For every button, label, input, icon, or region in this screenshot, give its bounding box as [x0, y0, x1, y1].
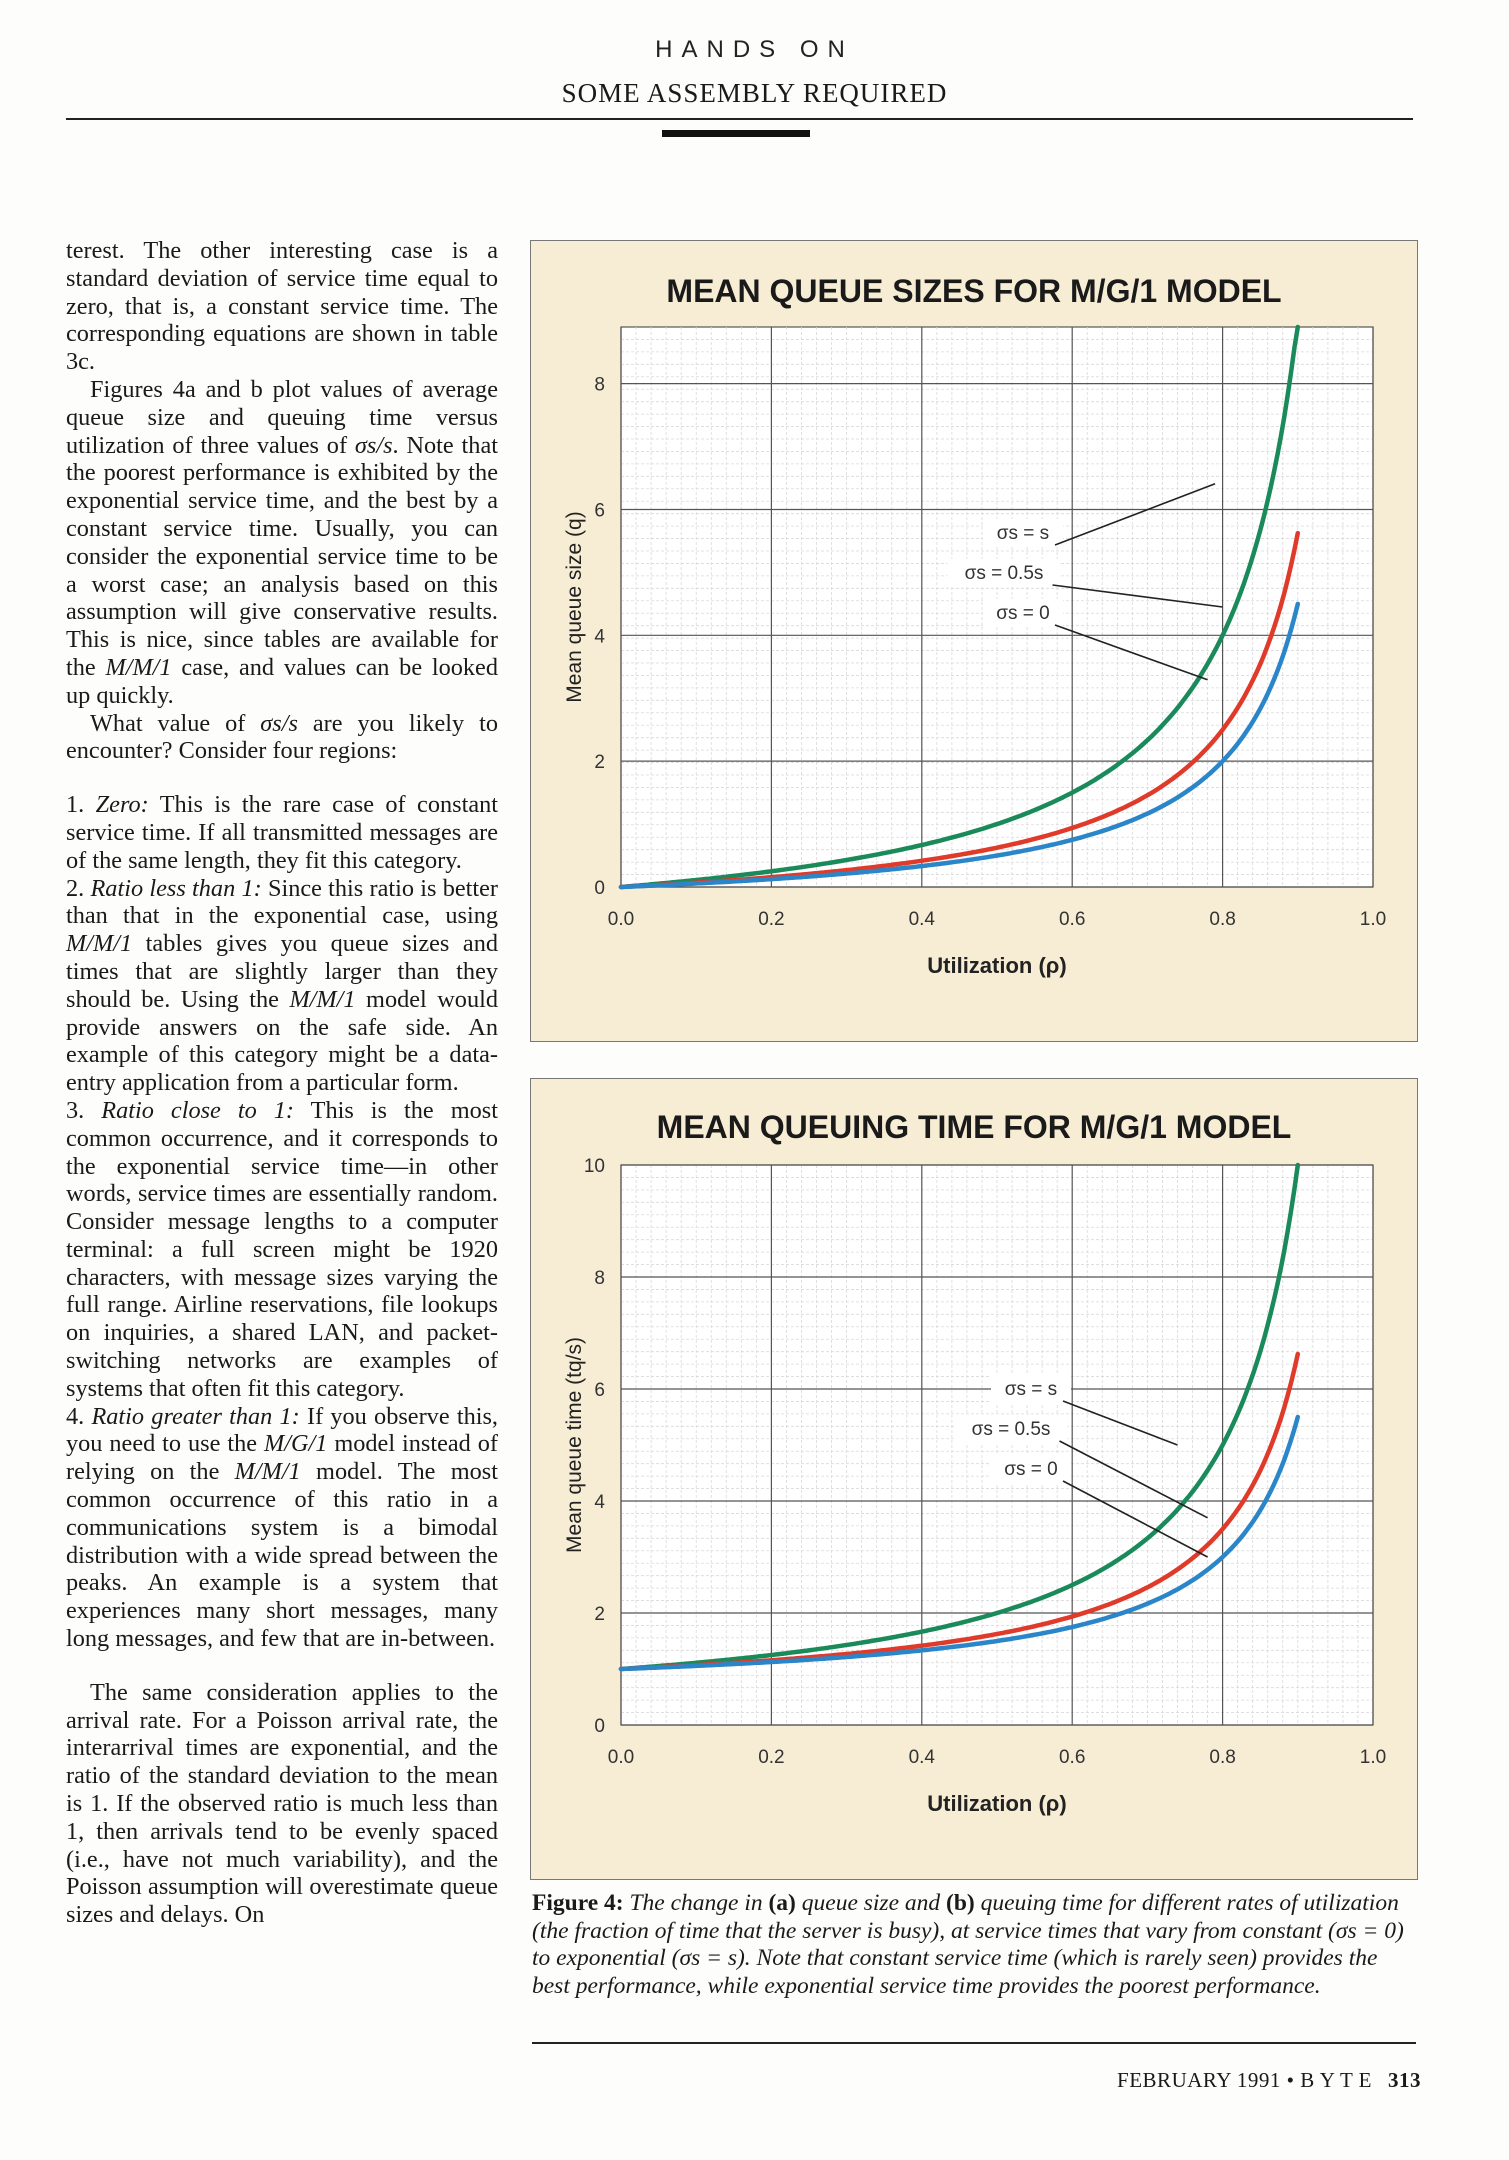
x-tick-label: 0.0	[607, 1747, 635, 1768]
header-section: HANDS ON	[655, 36, 854, 63]
annotation-label: σs = s	[996, 523, 1050, 544]
x-axis-label: Utilization (ρ)	[927, 953, 1067, 978]
paragraph: The same consideration applies to the arrival rate. For a Poisson arrival rate, the interarrival times are exponential, and the ratio of the standard deviation to the mean is 1. If the observed ratio is much less than 1, then arrivals tend to be evenly spaced (i.e., have not much variability), and the Poisson assumption will overestimate queue sizes and delays. On	[66, 1678, 498, 1929]
annotation-label: σs = 0.5s	[971, 1419, 1051, 1440]
list-item: 1. Zero: This is the rare case of constant service time. If all transmitted messages are of the same length, they fit this category.	[66, 791, 499, 874]
x-tick-label: 0.6	[1058, 1747, 1086, 1768]
body-column	[66, 237, 498, 1929]
footer-rule	[532, 2042, 1416, 2044]
page-number: 313	[1388, 2068, 1421, 2092]
y-tick-label: 2	[594, 752, 605, 774]
list-item: 3. Ratio close to 1: This is the most common occurrence, and it corresponds to the exponential service time—in other words, service times are essentially random. Consider message lengths to a computer terminal: a full screen might be 1920 characters, with message sizes varying the full range. Airline reservations, file lookups on inquiries, a shared LAN, and packet-switching networks are examples of systems that often fit this category.	[66, 1096, 498, 1402]
x-tick-label: 0.2	[758, 1747, 785, 1768]
y-tick-label: 8	[594, 1268, 605, 1289]
x-tick-label: 0.8	[1209, 909, 1236, 930]
annotation-label: σs = 0	[1004, 1459, 1058, 1480]
list-item: 4. Ratio greater than 1: If you observe this, you need to use the M/G/1 model instead of relying on the M/M/1 model. The most common occurrence of this ratio in a communications system is a bimodal distribution with a wide spread between the peaks. An example is a system that experiences many short messages, many long messages, and few that are in-between.	[66, 1402, 499, 1653]
y-tick-label: 0	[594, 878, 605, 899]
y-tick-label: 0	[594, 1716, 605, 1737]
x-tick-label: 1.0	[1359, 1747, 1387, 1768]
header-title: SOME ASSEMBLY REQUIRED	[561, 78, 948, 108]
paragraph: terest. The other interesting case is a standard deviation of service time equal to zero, that is, a constant service time. The corresponding equations are shown in table 3c.	[66, 237, 498, 376]
figure-queue-size	[530, 240, 1418, 1042]
x-tick-label: 0.4	[908, 1747, 936, 1768]
x-tick-label: 1.0	[1359, 909, 1387, 930]
x-tick-label: 0.2	[758, 909, 785, 930]
chart-title: MEAN QUEUE SIZES FOR M/G/1 MODEL	[666, 273, 1282, 309]
y-tick-label: 6	[594, 1380, 605, 1401]
chart-queue-size	[531, 241, 1417, 1041]
y-tick-label: 4	[594, 1492, 605, 1513]
y-tick-label: 4	[594, 626, 605, 648]
y-axis-label: Mean queue time (tq/s)	[563, 1337, 586, 1553]
chart-title: MEAN QUEUING TIME FOR M/G/1 MODEL	[656, 1109, 1292, 1145]
footer-date: FEBRUARY 1991 • B Y T E	[1117, 2068, 1372, 2092]
figure-caption: Figure 4: The change in (a) queue size and (b) queuing time for different rates of utilization (the fraction of time that the server is busy), at service times that vary from constant (σs = 0) to exponential (σs = s). Note that constant service time (which is rarely seen) provides the best performance, while exponential service time provides the poorest performance.	[532, 1890, 1404, 1999]
x-tick-label: 0.0	[607, 909, 635, 930]
y-tick-label: 8	[594, 374, 605, 396]
list-item: 2. Ratio less than 1: Since this ratio is better than that in the exponential case, using M/M/1 tables gives you queue sizes and times that are slightly larger than they should be. Using the M/M/1 model would provide answers on the safe side. An example of this category might be a data-entry application from a particular form.	[66, 874, 499, 1097]
y-tick-label: 6	[594, 500, 605, 522]
figure-queue-time	[530, 1078, 1418, 1880]
x-axis-label: Utilization (ρ)	[927, 1791, 1067, 1816]
annotation-label: σs = s	[1004, 1379, 1058, 1400]
x-tick-label: 0.4	[908, 909, 936, 930]
header-bar	[662, 130, 810, 137]
y-tick-label: 2	[594, 1604, 605, 1625]
x-tick-label: 0.8	[1209, 1747, 1236, 1768]
header-rule	[66, 118, 1413, 120]
paragraph: What value of σs/s are you likely to encounter? Consider four regions:	[66, 709, 498, 765]
paragraph: Figures 4a and b plot values of average queue size and queuing time versus utilization of three values of σs/s. Note that the poorest performance is exhibited by the exponential service time, and the best by a constant service time. Usually, you can consider the exponential service time to be a worst case; an analysis based on this assumption will give conservative results. This is nice, since tables are available for the M/M/1 case, and values can be looked up quickly.	[66, 375, 498, 709]
chart-queue-time	[531, 1079, 1417, 1879]
y-axis-label: Mean queue size (q)	[563, 511, 586, 703]
x-tick-label: 0.6	[1058, 909, 1086, 930]
annotation-label: σs = 0.5s	[964, 563, 1044, 584]
page-footer	[1117, 2068, 1421, 2093]
annotation-label: σs = 0	[996, 603, 1050, 624]
y-tick-label: 10	[583, 1156, 605, 1177]
